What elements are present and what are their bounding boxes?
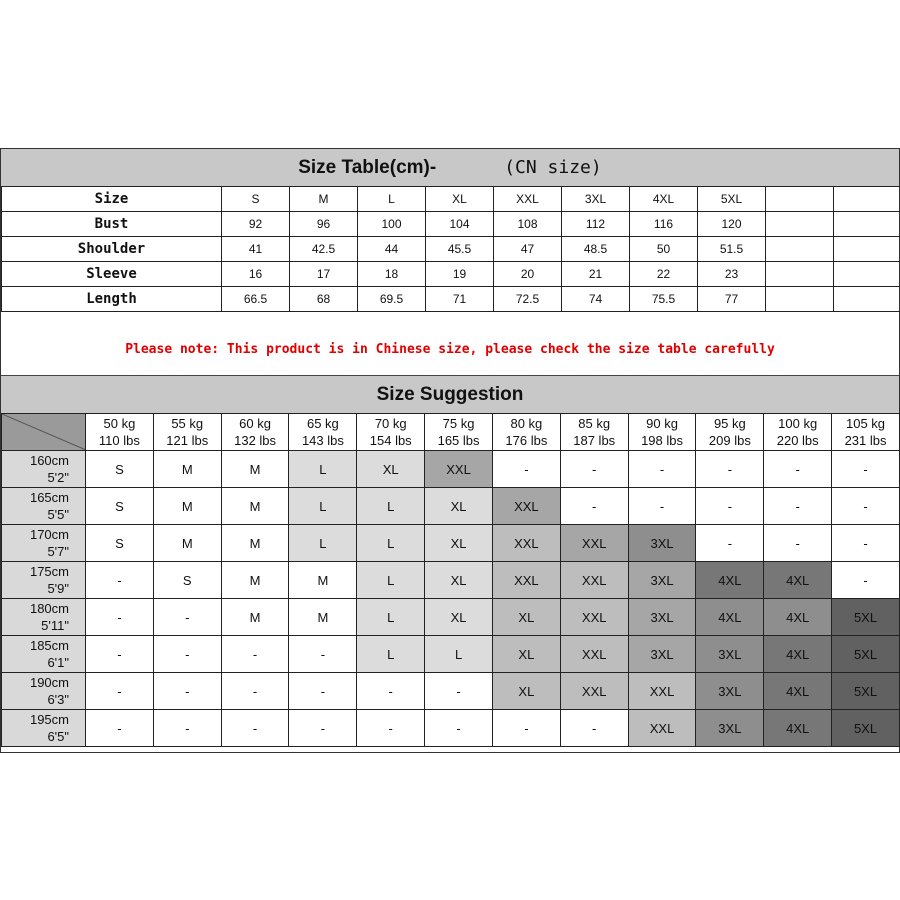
measurement-value (766, 262, 834, 287)
measurement-value: 48.5 (562, 237, 630, 262)
weight-column-header (492, 414, 560, 451)
suggested-size-cell: L (357, 488, 425, 525)
height-ft: 5'7" (47, 544, 69, 559)
height-ft: 5'9" (47, 581, 69, 596)
height-row (2, 488, 900, 525)
suggested-size-cell: M (221, 525, 289, 562)
size-column-header: S (222, 187, 290, 212)
suggested-size-cell: 3XL (628, 636, 696, 673)
size-column-header: M (290, 187, 358, 212)
suggested-size-cell: - (221, 636, 289, 673)
measurement-value (834, 237, 900, 262)
size-column-header (834, 187, 900, 212)
height-row (2, 451, 900, 488)
suggested-size-cell: M (221, 488, 289, 525)
suggested-size-cell: XXL (560, 525, 628, 562)
size-note: Please note: This product is in Chinese size, please check the size table carefully (125, 342, 775, 357)
suggested-size-cell: - (492, 710, 560, 747)
weight-kg: 50 kg (103, 416, 136, 431)
suggested-size-cell: - (832, 525, 900, 562)
size-table-header-row (2, 187, 900, 212)
suggested-size-cell: 4XL (764, 636, 832, 673)
corner-cell (2, 414, 86, 451)
size-column-header: XL (426, 187, 494, 212)
suggested-size-cell: XXL (492, 488, 560, 525)
height-cm: 185cm (29, 638, 69, 653)
measurement-value: 50 (630, 237, 698, 262)
measurement-value: 19 (426, 262, 494, 287)
suggested-size-cell: - (221, 710, 289, 747)
weight-kg: 90 kg (646, 416, 678, 431)
suggested-size-cell: XL (492, 599, 560, 636)
size-table-row (2, 262, 900, 287)
measurement-label: Bust (2, 212, 222, 237)
measurement-value: 75.5 (630, 287, 698, 312)
suggested-size-cell: - (696, 525, 764, 562)
weight-kg: 85 kg (578, 416, 611, 431)
suggested-size-cell: 4XL (696, 599, 764, 636)
size-column-header: 3XL (562, 187, 630, 212)
suggested-size-cell: M (221, 562, 289, 599)
suggested-size-cell: XL (425, 599, 493, 636)
suggested-size-cell: 3XL (628, 599, 696, 636)
measurement-value: 100 (358, 212, 426, 237)
size-column-header: 4XL (630, 187, 698, 212)
suggested-size-cell: 5XL (832, 673, 900, 710)
size-column-header: XXL (494, 187, 562, 212)
suggested-size-cell: 5XL (832, 599, 900, 636)
height-row (2, 636, 900, 673)
height-cm: 190cm (29, 675, 69, 690)
suggested-size-cell: - (832, 451, 900, 488)
suggested-size-cell: - (560, 710, 628, 747)
suggested-size-cell: 5XL (832, 636, 900, 673)
height-cm: 195cm (29, 712, 69, 727)
measurement-value: 104 (426, 212, 494, 237)
measurement-value (766, 212, 834, 237)
suggested-size-cell: 4XL (696, 562, 764, 599)
size-table (1, 186, 900, 312)
weight-column-header (357, 414, 425, 451)
measurement-value: 23 (698, 262, 766, 287)
measurement-value: 21 (562, 262, 630, 287)
weight-header-row (2, 414, 900, 451)
height-cm: 180cm (29, 601, 69, 616)
suggested-size-cell: XXL (492, 525, 560, 562)
measurement-value: 77 (698, 287, 766, 312)
measurement-value: 116 (630, 212, 698, 237)
weight-lbs: 209 lbs (708, 433, 751, 448)
suggested-size-cell: XL (425, 562, 493, 599)
measurement-value (834, 262, 900, 287)
suggested-size-cell: - (153, 673, 221, 710)
measurement-value (766, 287, 834, 312)
suggested-size-cell: L (357, 525, 425, 562)
suggested-size-cell: S (86, 451, 154, 488)
measurement-value: 66.5 (222, 287, 290, 312)
measurement-value: 41 (222, 237, 290, 262)
size-table-row (2, 287, 900, 312)
size-column-header: 5XL (698, 187, 766, 212)
height-ft: 6'5" (47, 729, 69, 744)
weight-lbs: 187 lbs (573, 433, 616, 448)
weight-kg: 65 kg (306, 416, 339, 431)
weight-kg: 70 kg (374, 416, 407, 431)
suggested-size-cell: M (153, 488, 221, 525)
measurement-value: 112 (562, 212, 630, 237)
weight-column-header (289, 414, 357, 451)
height-ft: 6'1" (47, 655, 69, 670)
size-table-row (2, 237, 900, 262)
weight-kg: 95 kg (713, 416, 746, 431)
suggested-size-cell: M (153, 525, 221, 562)
suggestion-banner (1, 375, 899, 415)
weight-kg: 105 kg (846, 416, 886, 431)
suggested-size-cell: M (289, 562, 357, 599)
measurement-value (766, 237, 834, 262)
height-row-header (2, 710, 86, 747)
weight-lbs: 154 lbs (369, 433, 412, 448)
measurement-value: 16 (222, 262, 290, 287)
suggested-size-cell: - (764, 525, 832, 562)
weight-column-header (560, 414, 628, 451)
suggested-size-cell: - (289, 673, 357, 710)
height-row-header (2, 451, 86, 488)
weight-lbs: 121 lbs (166, 433, 209, 448)
height-row-header (2, 599, 86, 636)
measurement-value: 69.5 (358, 287, 426, 312)
measurement-value: 108 (494, 212, 562, 237)
measurement-label: Length (2, 287, 222, 312)
suggested-size-cell: S (86, 525, 154, 562)
height-cm: 160cm (29, 453, 69, 468)
measurement-value: 42.5 (290, 237, 358, 262)
suggested-size-cell: 5XL (832, 710, 900, 747)
measurement-value: 68 (290, 287, 358, 312)
suggested-size-cell: XL (425, 488, 493, 525)
suggested-size-cell: 4XL (764, 710, 832, 747)
measurement-value: 92 (222, 212, 290, 237)
suggested-size-cell: - (153, 710, 221, 747)
height-cm: 175cm (29, 564, 69, 579)
suggested-size-cell: 3XL (628, 525, 696, 562)
height-ft: 6'3" (47, 692, 69, 707)
suggested-size-cell: - (86, 673, 154, 710)
suggested-size-cell: XXL (425, 451, 493, 488)
suggested-size-cell: 4XL (764, 673, 832, 710)
size-table-banner (1, 149, 899, 187)
height-row (2, 525, 900, 562)
suggested-size-cell: 3XL (696, 710, 764, 747)
size-column-header: L (358, 187, 426, 212)
size-table-row (2, 212, 900, 237)
weight-lbs: 132 lbs (234, 433, 277, 448)
size-table-header-label: Size (2, 187, 222, 212)
suggested-size-cell: - (764, 451, 832, 488)
suggested-size-cell: - (86, 562, 154, 599)
measurement-value: 96 (290, 212, 358, 237)
weight-column-header (221, 414, 289, 451)
suggested-size-cell: - (764, 488, 832, 525)
measurement-value: 74 (562, 287, 630, 312)
size-table-title-suffix: (CN size) (504, 157, 602, 178)
weight-column-header (628, 414, 696, 451)
height-row (2, 562, 900, 599)
suggested-size-cell: XL (492, 636, 560, 673)
measurement-value: 47 (494, 237, 562, 262)
suggested-size-cell: - (86, 636, 154, 673)
suggested-size-cell: - (357, 673, 425, 710)
weight-column-header (86, 414, 154, 451)
suggested-size-cell: XXL (560, 636, 628, 673)
weight-lbs: 198 lbs (641, 433, 683, 448)
suggested-size-cell: M (289, 599, 357, 636)
suggested-size-cell: S (153, 562, 221, 599)
weight-column-header (696, 414, 764, 451)
size-column-header (766, 187, 834, 212)
height-ft: 5'5" (47, 507, 69, 522)
suggested-size-cell: M (221, 599, 289, 636)
suggested-size-cell: M (153, 451, 221, 488)
suggested-size-cell: - (696, 488, 764, 525)
suggested-size-cell: - (153, 636, 221, 673)
suggested-size-cell: - (628, 488, 696, 525)
weight-lbs: 176 lbs (505, 433, 548, 448)
height-row-header (2, 525, 86, 562)
suggested-size-cell: - (425, 673, 493, 710)
weight-lbs: 165 lbs (437, 433, 480, 448)
suggested-size-cell: - (357, 710, 425, 747)
suggested-size-cell: L (357, 562, 425, 599)
weight-column-header (764, 414, 832, 451)
height-row (2, 599, 900, 636)
suggested-size-cell: 3XL (628, 562, 696, 599)
suggested-size-cell: XL (357, 451, 425, 488)
suggested-size-cell: - (86, 599, 154, 636)
weight-kg: 60 kg (239, 416, 271, 431)
weight-lbs: 110 lbs (98, 433, 140, 448)
suggested-size-cell: - (289, 710, 357, 747)
suggested-size-cell: L (425, 636, 493, 673)
weight-lbs: 143 lbs (301, 433, 344, 448)
suggested-size-cell: XXL (560, 673, 628, 710)
size-chart (0, 148, 900, 753)
corner-diagonal (2, 414, 86, 450)
suggested-size-cell: XXL (628, 710, 696, 747)
measurement-value: 120 (698, 212, 766, 237)
measurement-value (834, 212, 900, 237)
suggested-size-cell: - (425, 710, 493, 747)
height-row (2, 673, 900, 710)
suggested-size-cell: 4XL (764, 599, 832, 636)
height-row-header (2, 673, 86, 710)
weight-kg: 80 kg (510, 416, 543, 431)
height-cm: 170cm (29, 527, 69, 542)
measurement-value: 22 (630, 262, 698, 287)
weight-lbs: 220 lbs (776, 433, 819, 448)
suggested-size-cell: - (153, 599, 221, 636)
measurement-value: 17 (290, 262, 358, 287)
suggested-size-cell: 4XL (764, 562, 832, 599)
weight-column-header (425, 414, 493, 451)
weight-kg: 55 kg (171, 416, 204, 431)
height-ft: 5'11" (41, 618, 69, 633)
suggested-size-cell: S (86, 488, 154, 525)
suggested-size-cell: L (357, 599, 425, 636)
suggested-size-cell: XL (492, 673, 560, 710)
measurement-value: 72.5 (494, 287, 562, 312)
weight-lbs: 231 lbs (844, 433, 887, 448)
suggested-size-cell: - (696, 451, 764, 488)
measurement-value: 51.5 (698, 237, 766, 262)
suggested-size-cell: L (289, 451, 357, 488)
measurement-label: Sleeve (2, 262, 222, 287)
height-row (2, 710, 900, 747)
suggested-size-cell: L (357, 636, 425, 673)
suggested-size-cell: XXL (560, 599, 628, 636)
measurement-value: 44 (358, 237, 426, 262)
suggested-size-cell: XXL (560, 562, 628, 599)
measurement-value: 71 (426, 287, 494, 312)
suggested-size-cell: 3XL (696, 673, 764, 710)
suggested-size-cell: - (832, 488, 900, 525)
suggestion-title: Size Suggestion (376, 384, 524, 405)
suggested-size-cell: - (832, 562, 900, 599)
suggested-size-cell: L (289, 525, 357, 562)
suggested-size-cell: - (628, 451, 696, 488)
weight-column-header (832, 414, 900, 451)
suggested-size-cell: - (289, 636, 357, 673)
size-table-title: Size Table(cm)- (298, 156, 437, 178)
suggested-size-cell: - (86, 710, 154, 747)
measurement-value: 18 (358, 262, 426, 287)
height-row-header (2, 562, 86, 599)
suggested-size-cell: - (560, 451, 628, 488)
suggested-size-cell: - (560, 488, 628, 525)
height-row-header (2, 488, 86, 525)
suggested-size-cell: L (289, 488, 357, 525)
suggested-size-cell: XL (425, 525, 493, 562)
weight-column-header (153, 414, 221, 451)
suggested-size-cell: - (492, 451, 560, 488)
height-ft: 5'2" (47, 470, 69, 485)
measurement-label: Shoulder (2, 237, 222, 262)
measurement-value: 45.5 (426, 237, 494, 262)
weight-kg: 75 kg (442, 416, 475, 431)
suggested-size-cell: XXL (492, 562, 560, 599)
suggestion-table (1, 413, 900, 747)
weight-kg: 100 kg (778, 416, 818, 431)
height-cm: 165cm (29, 490, 69, 505)
measurement-value: 20 (494, 262, 562, 287)
suggested-size-cell: XXL (628, 673, 696, 710)
measurement-value (834, 287, 900, 312)
suggested-size-cell: 3XL (696, 636, 764, 673)
suggested-size-cell: M (221, 451, 289, 488)
height-row-header (2, 636, 86, 673)
suggested-size-cell: - (221, 673, 289, 710)
